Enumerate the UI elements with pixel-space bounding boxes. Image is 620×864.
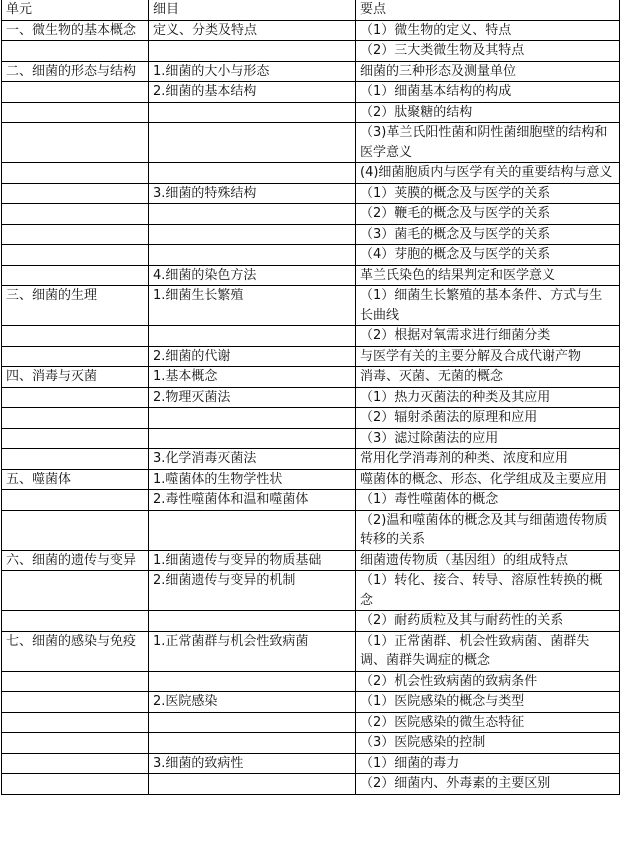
point-cell: (4)细菌胞质内与医学有关的重要结构与意义 bbox=[356, 163, 620, 184]
table-row bbox=[2, 326, 620, 347]
item-cell bbox=[149, 510, 356, 550]
table-row bbox=[2, 41, 620, 62]
unit-cell bbox=[2, 102, 149, 123]
header-item: 细目 bbox=[149, 0, 356, 20]
unit-cell bbox=[2, 712, 149, 733]
item-cell: 1.噬菌体的生物学性状 bbox=[149, 469, 356, 490]
point-cell: （1）热力灭菌法的种类及其应用 bbox=[356, 387, 620, 408]
table-row bbox=[2, 408, 620, 429]
unit-cell bbox=[2, 123, 149, 163]
unit-cell bbox=[2, 204, 149, 225]
unit-cell bbox=[2, 346, 149, 367]
item-cell bbox=[149, 611, 356, 632]
point-cell: （2）辐射杀菌法的原理和应用 bbox=[356, 408, 620, 429]
item-cell: 3.细菌的特殊结构 bbox=[149, 183, 356, 204]
item-cell bbox=[149, 204, 356, 225]
item-cell bbox=[149, 41, 356, 62]
item-cell: 2.细菌遗传与变异的机制 bbox=[149, 571, 356, 611]
unit-cell bbox=[2, 428, 149, 449]
unit-cell bbox=[2, 753, 149, 774]
item-cell: 1.细菌遗传与变异的物质基础 bbox=[149, 550, 356, 571]
point-cell: （1）细菌生长繁殖的基本条件、方式与生长曲线 bbox=[356, 286, 620, 326]
header-point: 要点 bbox=[356, 0, 620, 20]
table-row bbox=[2, 774, 620, 795]
table-row bbox=[2, 102, 620, 123]
table-row bbox=[2, 286, 620, 326]
item-cell: 2.物理灭菌法 bbox=[149, 387, 356, 408]
table-row bbox=[2, 611, 620, 632]
unit-cell bbox=[2, 774, 149, 795]
unit-cell bbox=[2, 163, 149, 184]
unit-cell bbox=[2, 41, 149, 62]
unit-cell bbox=[2, 510, 149, 550]
unit-cell bbox=[2, 326, 149, 347]
unit-cell bbox=[2, 408, 149, 429]
unit-cell bbox=[2, 733, 149, 754]
table-header-row bbox=[2, 0, 620, 20]
item-cell bbox=[149, 428, 356, 449]
point-cell: 消毒、灭菌、无菌的概念 bbox=[356, 367, 620, 388]
point-cell: （1）转化、接合、转导、溶原性转换的概念 bbox=[356, 571, 620, 611]
point-cell: 细菌的三种形态及测量单位 bbox=[356, 61, 620, 82]
item-cell: 2.毒性噬菌体和温和噬菌体 bbox=[149, 490, 356, 511]
table-row bbox=[2, 204, 620, 225]
point-cell: （2）耐药质粒及其与耐药性的关系 bbox=[356, 611, 620, 632]
table-row bbox=[2, 712, 620, 733]
item-cell bbox=[149, 102, 356, 123]
item-cell: 定义、分类及特点 bbox=[149, 20, 356, 41]
point-cell: （3）滤过除菌法的应用 bbox=[356, 428, 620, 449]
item-cell: 2.细菌的基本结构 bbox=[149, 82, 356, 103]
unit-cell bbox=[2, 265, 149, 286]
unit-cell bbox=[2, 571, 149, 611]
header-unit: 单元 bbox=[2, 0, 149, 20]
point-cell: （2）医院感染的微生态特征 bbox=[356, 712, 620, 733]
unit-cell bbox=[2, 449, 149, 470]
item-cell: 1.细菌的大小与形态 bbox=[149, 61, 356, 82]
item-cell bbox=[149, 712, 356, 733]
item-cell bbox=[149, 671, 356, 692]
point-cell: （1）医院感染的概念与类型 bbox=[356, 692, 620, 713]
table-row bbox=[2, 510, 620, 550]
table-row bbox=[2, 449, 620, 470]
item-cell bbox=[149, 326, 356, 347]
point-cell: （3）菌毛的概念及与医学的关系 bbox=[356, 224, 620, 245]
item-cell: 1.基本概念 bbox=[149, 367, 356, 388]
point-cell: （3）医院感染的控制 bbox=[356, 733, 620, 754]
unit-cell: 五、噬菌体 bbox=[2, 469, 149, 490]
table-row bbox=[2, 753, 620, 774]
table-row bbox=[2, 571, 620, 611]
item-cell bbox=[149, 245, 356, 266]
item-cell: 2.医院感染 bbox=[149, 692, 356, 713]
point-cell: （1）荚膜的概念及与医学的关系 bbox=[356, 183, 620, 204]
point-cell: 细菌遗传物质（基因组）的组成特点 bbox=[356, 550, 620, 571]
point-cell: （3)革兰氏阳性菌和阴性菌细胞壁的结构和医学意义 bbox=[356, 123, 620, 163]
item-cell: 3.化学消毒灭菌法 bbox=[149, 449, 356, 470]
unit-cell bbox=[2, 692, 149, 713]
point-cell: （1）正常菌群、机会性致病菌、菌群失调、菌群失调症的概念 bbox=[356, 631, 620, 671]
unit-cell: 三、细菌的生理 bbox=[2, 286, 149, 326]
point-cell: （2)温和噬菌体的概念及其与细菌遗传物质转移的关系 bbox=[356, 510, 620, 550]
item-cell bbox=[149, 224, 356, 245]
table-row bbox=[2, 550, 620, 571]
table-row bbox=[2, 469, 620, 490]
table-row bbox=[2, 671, 620, 692]
point-cell: （1）细菌的毒力 bbox=[356, 753, 620, 774]
point-cell: 与医学有关的主要分解及合成代谢产物 bbox=[356, 346, 620, 367]
unit-cell bbox=[2, 82, 149, 103]
table-row bbox=[2, 265, 620, 286]
item-cell: 1.正常菌群与机会性致病菌 bbox=[149, 631, 356, 671]
table-row bbox=[2, 20, 620, 41]
item-cell bbox=[149, 163, 356, 184]
unit-cell: 七、细菌的感染与免疫 bbox=[2, 631, 149, 671]
point-cell: 常用化学消毒剂的种类、浓度和应用 bbox=[356, 449, 620, 470]
item-cell: 3.细菌的致病性 bbox=[149, 753, 356, 774]
point-cell: （2）细菌内、外毒素的主要区别 bbox=[356, 774, 620, 795]
item-cell: 1.细菌生长繁殖 bbox=[149, 286, 356, 326]
unit-cell bbox=[2, 611, 149, 632]
unit-cell bbox=[2, 224, 149, 245]
point-cell: （1）微生物的定义、特点 bbox=[356, 20, 620, 41]
item-cell: 2.细菌的代谢 bbox=[149, 346, 356, 367]
table-row bbox=[2, 631, 620, 671]
table-row bbox=[2, 387, 620, 408]
item-cell bbox=[149, 774, 356, 795]
unit-cell bbox=[2, 183, 149, 204]
point-cell: 革兰氏染色的结果判定和医学意义 bbox=[356, 265, 620, 286]
table-row bbox=[2, 367, 620, 388]
table-row bbox=[2, 163, 620, 184]
point-cell: （2）机会性致病菌的致病条件 bbox=[356, 671, 620, 692]
item-cell bbox=[149, 408, 356, 429]
point-cell: （1）毒性噬菌体的概念 bbox=[356, 490, 620, 511]
unit-cell bbox=[2, 245, 149, 266]
table-row bbox=[2, 61, 620, 82]
item-cell: 4.细菌的染色方法 bbox=[149, 265, 356, 286]
point-cell: （4）芽胞的概念及与医学的关系 bbox=[356, 245, 620, 266]
table-row bbox=[2, 428, 620, 449]
unit-cell bbox=[2, 671, 149, 692]
table-row bbox=[2, 82, 620, 103]
point-cell: （1）细菌基本结构的构成 bbox=[356, 82, 620, 103]
unit-cell: 二、细菌的形态与结构 bbox=[2, 61, 149, 82]
unit-cell bbox=[2, 387, 149, 408]
table-row bbox=[2, 183, 620, 204]
unit-cell: 六、细菌的遗传与变异 bbox=[2, 550, 149, 571]
point-cell: 噬菌体的概念、形态、化学组成及主要应用 bbox=[356, 469, 620, 490]
unit-cell bbox=[2, 490, 149, 511]
table-row bbox=[2, 245, 620, 266]
table-row bbox=[2, 692, 620, 713]
table-row bbox=[2, 346, 620, 367]
item-cell bbox=[149, 123, 356, 163]
point-cell: （2）根据对氧需求进行细菌分类 bbox=[356, 326, 620, 347]
item-cell bbox=[149, 733, 356, 754]
point-cell: （2）三大类微生物及其特点 bbox=[356, 41, 620, 62]
point-cell: （2）肽聚糖的结构 bbox=[356, 102, 620, 123]
table-row bbox=[2, 224, 620, 245]
table-row bbox=[2, 733, 620, 754]
table-row bbox=[2, 123, 620, 163]
point-cell: （2）鞭毛的概念及与医学的关系 bbox=[356, 204, 620, 225]
table-row bbox=[2, 490, 620, 511]
syllabus-table bbox=[1, 0, 620, 795]
unit-cell: 一、微生物的基本概念 bbox=[2, 20, 149, 41]
unit-cell: 四、消毒与灭菌 bbox=[2, 367, 149, 388]
